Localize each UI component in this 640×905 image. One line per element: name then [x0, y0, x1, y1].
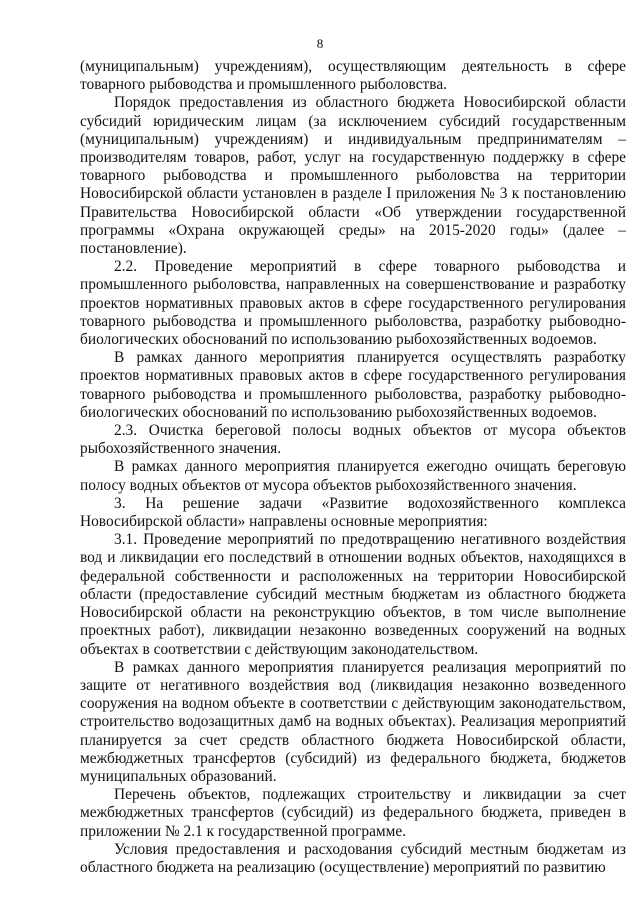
- paragraph: Порядок предоставления из областного бюджета Новосибирской области субсидий юридическим лицам (за исключением субсидий государственным (муниципальным) учреждениям) и индивидуальным предпринимателям – производителям товаров, работ, услуг на государственную поддержку в сфере товарного рыбоводства и промышленного рыболовства на территории Новосибирской области установлен в разделе I приложения № 3 к постановлению Правительства Новосибирской области «Об утверждении государственной программы «Охрана окружающей среды» на 2015-2020 годы» (далее – постановление).: [80, 94, 626, 258]
- page-number: 8: [316, 36, 324, 51]
- paragraph: (муниципальным) учреждениям), осуществляющим деятельность в сфере товарного рыбоводства и промышленного рыболовства.: [80, 58, 626, 94]
- paragraph: 2.3. Очистка береговой полосы водных объектов от мусора объектов рыбохозяйственного значения.: [80, 422, 626, 458]
- paragraph: 2.2. Проведение мероприятий в сфере товарного рыбоводства и промышленного рыболовства, направленных на совершенствование и разработку проектов нормативных правовых актов в сфере государственного регулирования товарного рыбоводства и промышленного рыболовства, разработку рыбоводно-биологических обоснований по использованию рыбохозяйственных водоемов.: [80, 258, 626, 349]
- paragraph: В рамках данного мероприятия планируется осуществлять разработку проектов нормативных правовых актов в сфере государственного регулирования товарного рыбоводства и промышленного рыболовства, разработку рыбоводно-биологических обоснований по использованию рыбохозяйственных водоемов.: [80, 349, 626, 421]
- paragraph: В рамках данного мероприятия планируется реализация мероприятий по защите от негативного воздействия вод (ликвидация незаконно возведенного сооружения на водном объекте в соответствии с действующим законодательством, строительство водозащитных дамб на водных объектах). Реализация мероприятий планируется за счет средств областного бюджета Новосибирской области, межбюджетных трансфертов (субсидий) из федерального бюджета, бюджетов муниципальных образований.: [80, 658, 626, 785]
- paragraph: Условия предоставления и расходования субсидий местным бюджетам из областного бюджета на реализацию (осуществление) мероприятий по развитию: [80, 840, 626, 876]
- document-body: [80, 58, 626, 877]
- paragraph: 3.1. Проведение мероприятий по предотвращению негативного воздействия вод и ликвидации его последствий в отношении водных объектов, находящихся в федеральной собственности и расположенных на территории Новосибирской области (предоставление субсидий местным бюджетам из областного бюджета Новосибирской области на реконструкцию объектов, в том числе выполнение проектных работ), ликвидации незаконно возведенных сооружений на водных объектах в соответствии с действующим законодательством.: [80, 531, 626, 658]
- paragraph: В рамках данного мероприятия планируется ежегодно очищать береговую полосу водных объектов от мусора объектов рыбохозяйственного значения.: [80, 458, 626, 494]
- paragraph: 3. На решение задачи «Развитие водохозяйственного комплекса Новосибирской области» направлены основные мероприятия:: [80, 494, 626, 531]
- paragraph: Перечень объектов, подлежащих строительству и ликвидации за счет межбюджетных трансфертов (субсидий) из федерального бюджета, приведен в приложении № 2.1 к государственной программе.: [80, 786, 626, 840]
